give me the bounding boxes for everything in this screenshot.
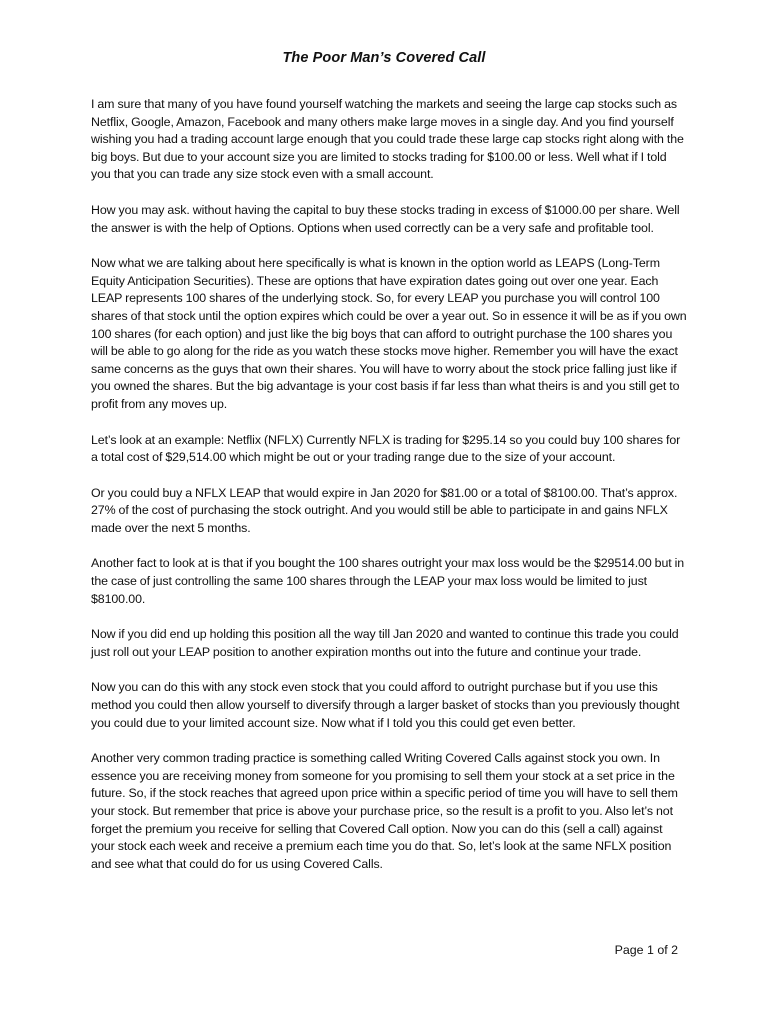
paragraph: Or you could buy a NFLX LEAP that would expire in Jan 2020 for $81.00 or a total of $8100.00. That’s approx. 27% of the cost of purchasing the stock outright. And you would still be able to participate in and gains NFLX made over the next 5 months. bbox=[91, 485, 678, 535]
paragraph: Another fact to look at is that if you bought the 100 shares outright your max loss would be the $29514.00 but in the case of just controlling the same 100 shares through the LEAP your max loss would be limited to just $8100.00. bbox=[91, 556, 685, 606]
paragraph: How you may ask. without having the capital to buy these stocks trading in excess of $1000.00 per share. Well the answer is with the help of Options. Options when used correctly can be a very safe and profitable tool. bbox=[91, 202, 680, 235]
paragraph: Now what we are talking about here specifically is what is known in the option world as LEAPS (Long-Term Equity Anticipation Securities). These are options that have expiration dates going out over one year. Each LEAP represents 100 shares of the underlying stock. So, for every LEAP you purchase you will control 100 shares of that stock until the option expires which could be over a year out. So in essence it will be as if you own 100 shares (for each option) and just like the big boys that can afford to outright purchase the 100 shares you will be able to go along for the ride as you watch these stocks move higher. Remember you will have the exact same concerns as the guys that own their shares. You will have to worry about the stock price falling just like if you owned the shares. But the big advantage is your cost basis if far less than what theirs is and you still get to profit from any moves up. bbox=[91, 256, 687, 411]
paragraph: I am sure that many of you have found yourself watching the markets and seeing the large cap stocks such as Netflix, Google, Amazon, Facebook and many others make large moves in a single day. And you find yourself wishing you had a trading account large enough that you could trade these large cap stocks right along with the big boys. But due to your account size you are limited to stocks trading for $100.00 or less. Well what if I told you that you can trade any size stock even with a small account. bbox=[91, 97, 684, 182]
paragraph: Now if you did end up holding this position all the way till Jan 2020 and wanted to continue this trade you could just roll out your LEAP position to another expiration months out into the future and continue your trade. bbox=[91, 627, 679, 659]
paragraph: Another very common trading practice is something called Writing Covered Calls against stock you own. In essence you are receiving money from someone for you promising to sell them your stock at a set price in the future. So, if the stock reaches that agreed upon price within a specific period of time you will have to sell them your stock. But remember that price is above your purchase price, so the result is a profit to you. Also let’s not forget the premium you receive for selling that Covered Call option. Now you can do this (sell a call) against your stock each week and receive a premium each time you do that. So, let’s look at the same NFLX position and see what that could do for us using Covered Calls. bbox=[91, 751, 678, 871]
document-body bbox=[91, 96, 687, 891]
document-title: The Poor Man’s Covered Call bbox=[282, 50, 486, 66]
page-number: Page 1 of 2 bbox=[614, 943, 678, 957]
paragraph: Let’s look at an example: Netflix (NFLX) Currently NFLX is trading for $295.14 so you could buy 100 shares for a total cost of $29,514.00 which might be out or your trading range due to the size of your account. bbox=[91, 432, 681, 465]
paragraph: Now you can do this with any stock even stock that you could afford to outright purchase but if you use this method you could then allow yourself to diversify through a larger basket of stocks than you previously thought you could due to your limited account size. Now what if I told you this could get even better. bbox=[91, 680, 680, 730]
